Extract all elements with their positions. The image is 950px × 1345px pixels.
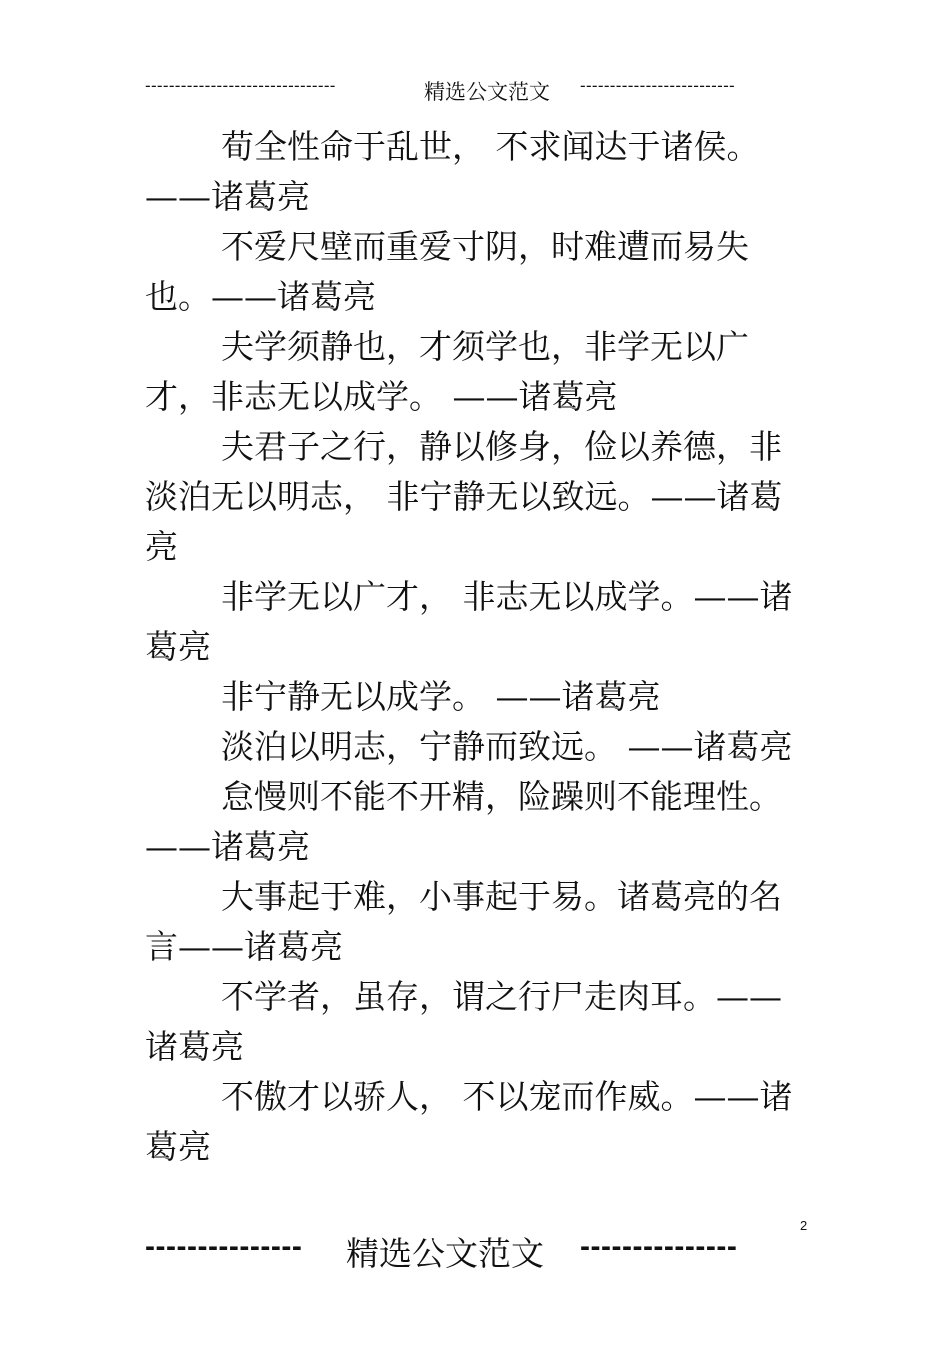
quote-paragraph: 不学者，虽存，谓之行尸走肉耳。——诸葛亮 — [145, 977, 782, 1066]
footer-dashes-right: --------------- — [580, 1230, 738, 1263]
header-title: 精选公文范文 — [424, 80, 550, 104]
quotes-body — [145, 122, 810, 1172]
quote-paragraph: 不爱尺壁而重爱寸阴，时难遭而易失也。——诸葛亮 — [145, 227, 749, 316]
quote-paragraph: 夫学须静也，才须学也，非学无以广才，非志无以成学。 ——诸葛亮 — [145, 327, 749, 416]
quote-paragraph: 非宁静无以成学。 ——诸葛亮 — [221, 677, 661, 716]
quote-paragraph: 荀全性命于乱世， 不求闻达于诸侯。——诸葛亮 — [145, 127, 760, 216]
quote-paragraph: 夫君子之行，静以修身，俭以养德，非淡泊无以明志， 非宁静无以致远。——诸葛亮 — [145, 427, 783, 566]
quote-paragraph: 大事起于难，小事起于易。诸葛亮的名言——诸葛亮 — [145, 877, 782, 966]
quote-paragraph: 不傲才以骄人， 不以宠而作威。——诸葛亮 — [145, 1077, 793, 1166]
footer-dashes-left: --------------- — [145, 1230, 303, 1263]
footer-title: 精选公文范文 — [346, 1234, 544, 1273]
quote-paragraph: 非学无以广才， 非志无以成学。——诸葛亮 — [145, 577, 793, 666]
header-dashes-left: -------------------------------- — [145, 76, 336, 95]
page-number: 2 — [800, 1218, 808, 1233]
header-dashes-right: -------------------------- — [580, 76, 735, 95]
quote-paragraph: 怠慢则不能不开精，险躁则不能理性。——诸葛亮 — [145, 777, 782, 866]
page-footer — [0, 1228, 950, 1274]
quote-paragraph: 淡泊以明志，宁静而致远。 ——诸葛亮 — [221, 727, 793, 766]
page-header — [0, 76, 950, 106]
